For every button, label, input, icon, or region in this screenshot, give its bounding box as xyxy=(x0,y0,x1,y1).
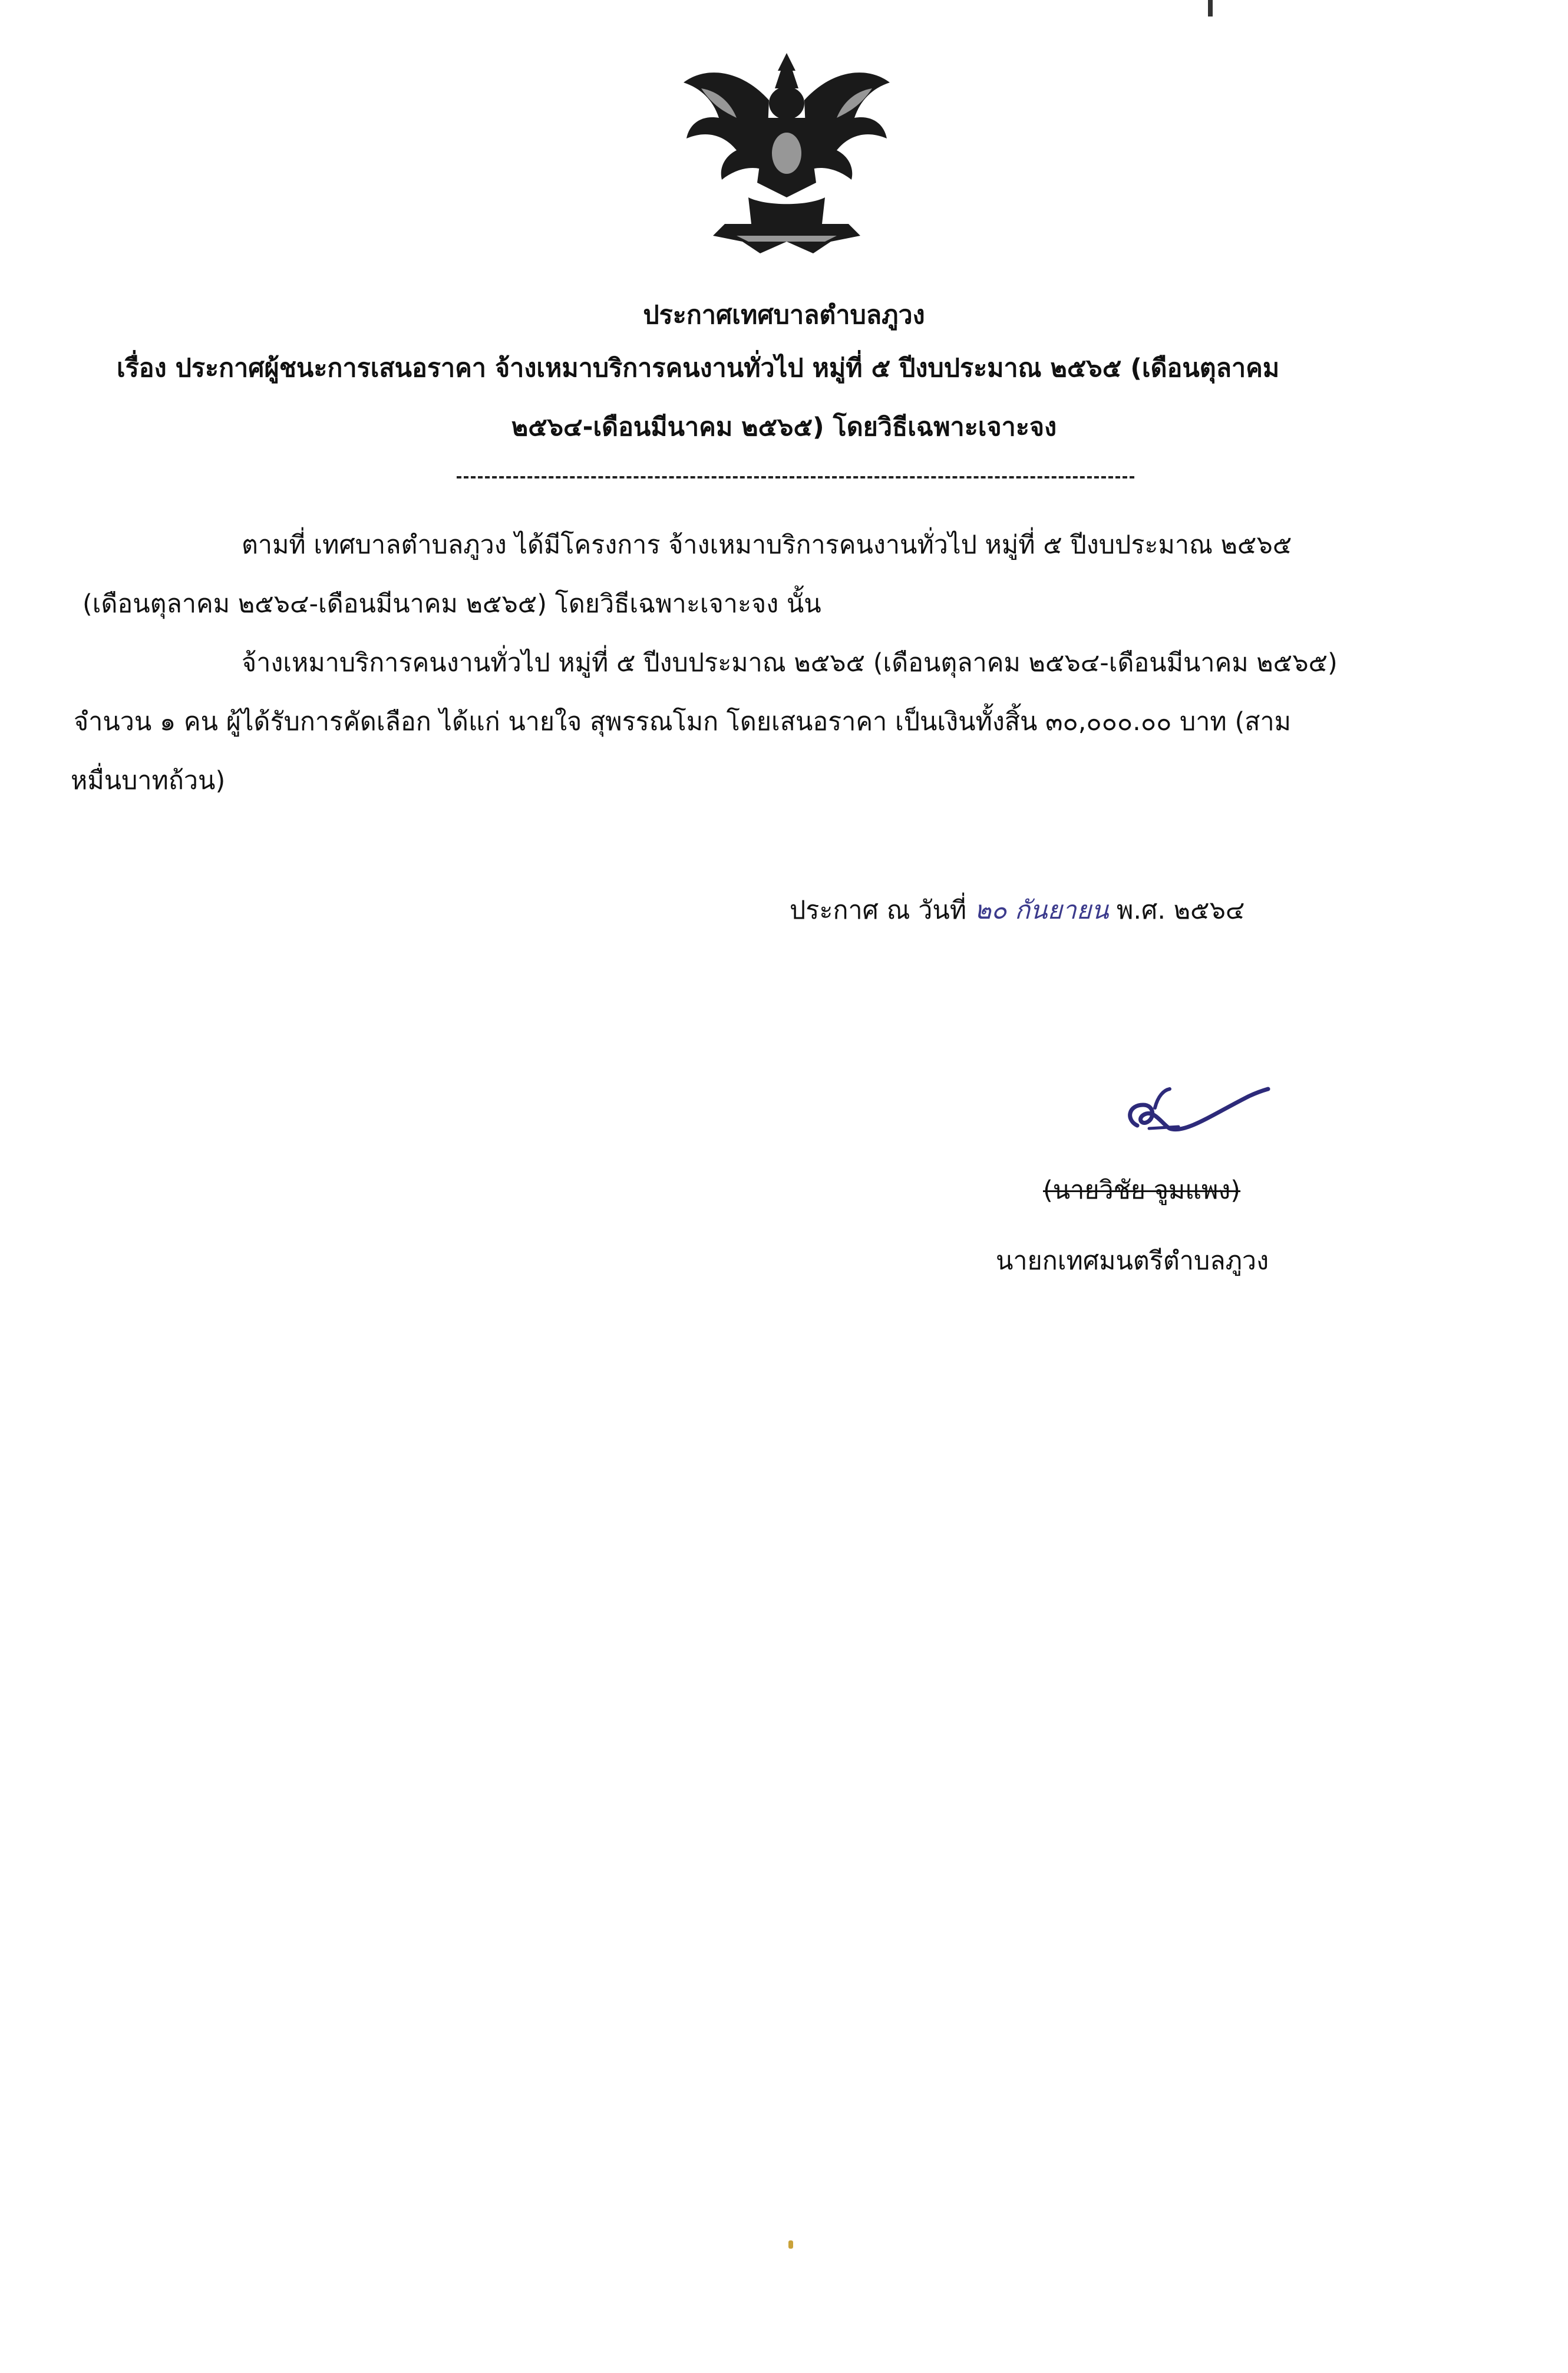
body-para2-line1: จ้างเหมาบริการคนงานทั่วไป หมู่ที่ ๕ ปีงบประมาณ ๒๕๖๕ (เดือนตุลาคม ๒๕๖๔-เดือนมีนาคม ๒๕๖๕) xyxy=(242,648,1338,678)
signatory-title: นายกเทศมนตรีตำบลภูวง xyxy=(996,1246,1269,1276)
announcement-date xyxy=(790,893,1245,928)
issuer-title: ประกาศเทศบาลตำบลภูวง xyxy=(643,301,925,330)
scan-mark xyxy=(1208,0,1213,16)
scan-speck xyxy=(788,2240,793,2249)
body-para2-line3: หมื่นบาทถ้วน) xyxy=(71,766,226,796)
date-suffix: พ.ศ. ๒๕๖๔ xyxy=(1117,896,1245,925)
garuda-emblem-icon xyxy=(678,47,896,259)
date-prefix: ประกาศ ณ วันที่ xyxy=(790,896,967,925)
body-para1-line1: ตามที่ เทศบาลตำบลภูวง ได้มีโครงการ จ้างเหมาบริการคนงานทั่วไป หมู่ที่ ๕ ปีงบประมาณ ๒๕๖๕ xyxy=(242,530,1292,560)
separator-line xyxy=(457,476,1134,478)
body-para2-line2: จำนวน ๑ คน ผู้ได้รับการคัดเลือก ได้แก่ นายใจ สุพรรณโมก โดยเสนอราคา เป็นเงินทั้งสิ้น ๓๐,๐๐๐.๐๐ บาท (สาม xyxy=(74,707,1291,737)
signatory-name: (นายวิชัย จูมแพง) xyxy=(1043,1176,1241,1205)
body-para1-line2: (เดือนตุลาคม ๒๕๖๔-เดือนมีนาคม ๒๕๖๕) โดยวิธีเฉพาะเจาะจง นั้น xyxy=(82,589,821,619)
signature-icon xyxy=(1114,1072,1279,1149)
date-handwritten: ๒๐ กันยายน xyxy=(974,896,1109,925)
subject-line-2: ๒๕๖๔-เดือนมีนาคม ๒๕๖๕) โดยวิธีเฉพาะเจาะจง xyxy=(511,412,1057,442)
subject-line-1: เรื่อง ประกาศผู้ชนะการเสนอราคา จ้างเหมาบริการคนงานทั่วไป หมู่ที่ ๕ ปีงบประมาณ ๒๕๖๕ (เดือนตุลาคม xyxy=(117,354,1280,383)
